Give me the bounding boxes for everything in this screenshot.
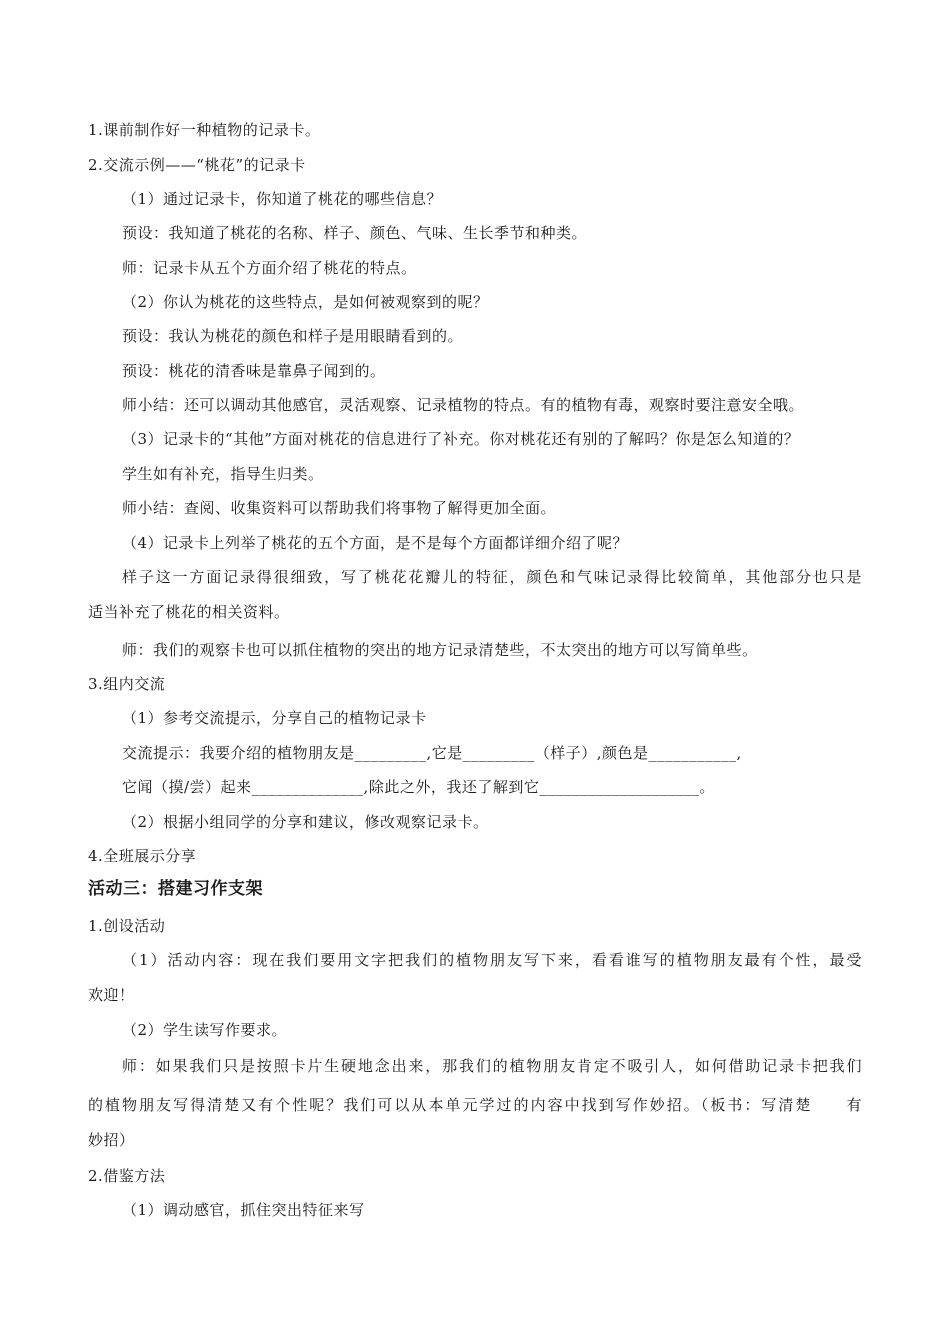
teacher-summary: 师小结：查阅、收集资料可以帮助我们将事物了解得更加全面。 (122, 499, 557, 517)
step-2-heading: 2.交流示例——“桃花”的记录卡 (88, 156, 306, 174)
preset-answer: 预设：桃花的清香味是靠鼻子闻到的。 (122, 362, 386, 380)
student-note: 学生如有补充，指导生归类。 (122, 465, 324, 483)
paragraph-line: 的植物朋友写得清楚又有个性呢？我们可以从本单元学过的内容中找到写作妙招。（板书：写清楚 有 (88, 1096, 862, 1114)
sub-step-2: （2）学生读写作要求。 (122, 1021, 288, 1039)
step-3-heading: 3.组内交流 (88, 675, 166, 693)
sub-step-1: （1）参考交流提示，分享自己的植物记录卡 (122, 709, 427, 727)
paragraph-line: 适当补充了桃花的相关资料。 (88, 603, 290, 621)
question-2: （2）你认为桃花的这些特点，是如何被观察到的呢？ (122, 293, 489, 311)
paragraph-line: 妙招） (88, 1131, 135, 1149)
paragraph-line: （1）活动内容：现在我们要用文字把我们的植物朋友写下来，看看谁写的植物朋友最有个性，最受 (122, 951, 862, 969)
teacher-remark: 师：我们的观察卡也可以抓住植物的突出的地方记录清楚些，不太突出的地方可以写简单些。 (122, 641, 758, 659)
exchange-prompt-line: 交流提示：我要介绍的植物朋友是_________,它是_________（样子）,颜色是___________, (122, 744, 742, 762)
section-heading: 活动三：搭建习作支架 (88, 879, 263, 899)
teacher-remark: 师：记录卡从五个方面介绍了桃花的特点。 (122, 259, 417, 277)
question-1: （1）通过记录卡，你知道了桃花的哪些信息？ (122, 190, 443, 208)
teacher-summary: 师小结：还可以调动其他感官，灵活观察、记录植物的特点。有的植物有毒，观察时要注意安全哦。 (122, 396, 805, 414)
step-1-text: 1.课前制作好一种植物的记录卡。 (88, 121, 321, 139)
sub-step-2: （2）根据小组同学的分享和建议，修改观察记录卡。 (122, 813, 489, 831)
question-4: （4）记录卡上列举了桃花的五个方面，是不是每个方面都详细介绍了呢？ (122, 534, 629, 552)
paragraph-line: 样子这一方面记录得很细致，写了桃花花瓣儿的特征，颜色和气味记录得比较简单，其他部分也只是 (122, 568, 862, 586)
paragraph-line: 欢迎！ (88, 986, 135, 1004)
sub-step-1: （1）调动感官，抓住突出特征来写 (122, 1201, 365, 1219)
preset-answer: 预设：我认为桃花的颜色和样子是用眼睛看到的。 (122, 327, 464, 345)
paragraph-line: 师：如果我们只是按照卡片生硬地念出来，那我们的植物朋友肯定不吸引人，如何借助记录卡把我们 (122, 1057, 862, 1075)
exchange-prompt-line: 它闻（摸/尝）起来______________,除此之外，我还了解到它____________________。 (122, 778, 715, 796)
step-4-heading: 4.全班展示分享 (88, 847, 197, 865)
activity-step-1: 1.创设活动 (88, 917, 166, 935)
activity-step-2: 2.借鉴方法 (88, 1167, 166, 1185)
question-3: （3）记录卡的“其他”方面对桃花的信息进行了补充。你对桃花还有别的了解吗？你是怎么知道的？ (122, 430, 800, 448)
preset-answer: 预设：我知道了桃花的名称、样子、颜色、气味、生长季节和种类。 (122, 224, 588, 242)
